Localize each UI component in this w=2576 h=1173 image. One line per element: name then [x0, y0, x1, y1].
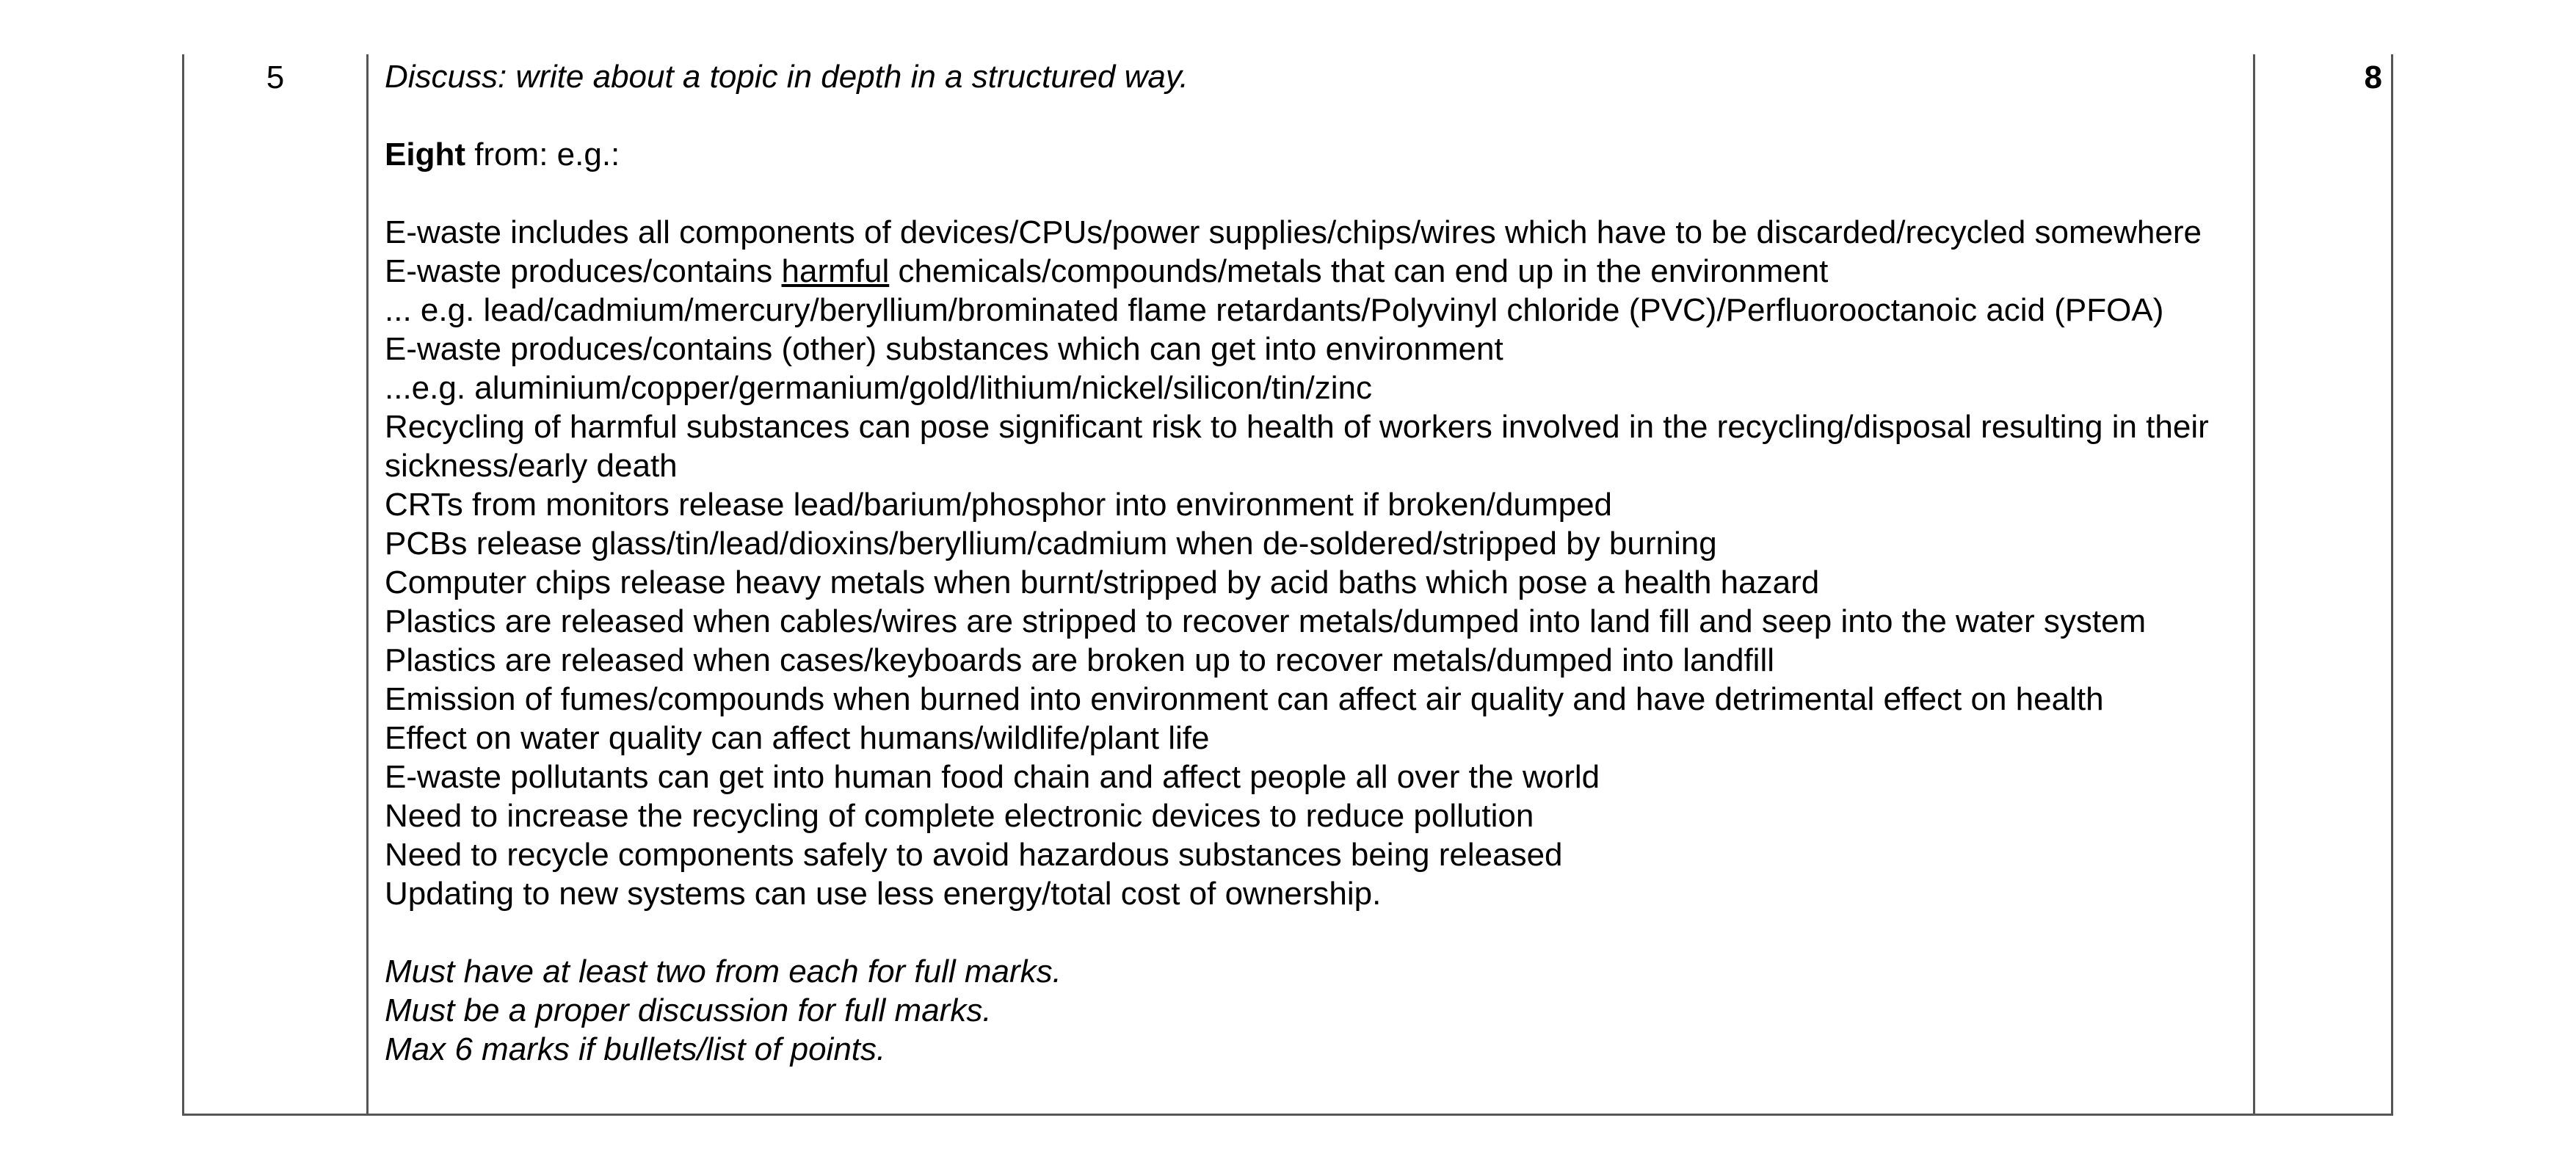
- instruction-text: Discuss: write about a topic in depth in a structured way.: [385, 59, 1189, 95]
- point-8: PCBs release glass/tin/lead/dioxins/beryllium/cadmium when de-soldered/stripped by burning: [385, 526, 1717, 562]
- point-2-post: chemicals/compounds/metals that can end up in the environment: [889, 253, 1829, 289]
- point-5: ...e.g. aluminium/copper/germanium/gold/lithium/nickel/silicon/tin/zinc: [385, 370, 1373, 406]
- point-14: E-waste pollutants can get into human food chain and affect people all over the world: [385, 759, 1600, 795]
- point-2: [385, 252, 2242, 291]
- point-6: Recycling of harmful substances can pose significant risk to health of workers involved in the recycling/disposal resulting in their sickness/early death: [385, 409, 2209, 484]
- point-2-underlined: harmful: [781, 253, 890, 289]
- spacer: [385, 174, 2242, 213]
- point-1: E-waste includes all components of devices/CPUs/power supplies/chips/wires which have to be discarded/recycled somewhere: [385, 214, 2202, 250]
- point-13: Effect on water quality can affect humans/wildlife/plant life: [385, 720, 1210, 756]
- note-2: Must be a proper discussion for full marks.: [385, 992, 992, 1028]
- intro-rest: from: e.g.:: [465, 137, 620, 172]
- mark-scheme-table: [182, 54, 2393, 1116]
- point-4: E-waste produces/contains (other) substances which can get into environment: [385, 331, 1503, 367]
- marks-cell: [2255, 57, 2391, 98]
- point-11: Plastics are released when cases/keyboards are broken up to recover metals/dumped into landfill: [385, 642, 1775, 678]
- point-10: Plastics are released when cables/wires are stripped to recover metals/dumped into land fill and seep into the water system: [385, 603, 2147, 639]
- point-15: Need to increase the recycling of complete electronic devices to reduce pollution: [385, 798, 1534, 834]
- note-3: Max 6 marks if bullets/list of points.: [385, 1031, 886, 1067]
- point-7: CRTs from monitors release lead/barium/phosphor into environment if broken/dumped: [385, 487, 1613, 523]
- column-divider-left: [366, 54, 369, 1114]
- note-1: Must have at least two from each for full marks.: [385, 954, 1062, 989]
- spacer: [385, 913, 2242, 952]
- spacer: [385, 96, 2242, 135]
- intro-line: [385, 135, 2242, 174]
- marks-value: 8: [2364, 59, 2382, 95]
- point-17: Updating to new systems can use less energy/total cost of ownership.: [385, 876, 1382, 912]
- point-3: ... e.g. lead/cadmium/mercury/beryllium/brominated flame retardants/Polyvinyl chloride (PVC)/Perfluorooctanoic acid (PFOA): [385, 292, 2164, 328]
- point-9: Computer chips release heavy metals when burnt/stripped by acid baths which pose a health hazard: [385, 564, 1820, 600]
- answer-content: [385, 57, 2242, 1069]
- question-number: 5: [266, 59, 285, 95]
- point-12: Emission of fumes/compounds when burned into environment can affect air quality and have detrimental effect on health: [385, 681, 2104, 717]
- point-2-pre: E-waste produces/contains: [385, 253, 782, 289]
- intro-bold: Eight: [385, 137, 465, 172]
- point-16: Need to recycle components safely to avoid hazardous substances being released: [385, 837, 1563, 873]
- column-divider-right: [2253, 54, 2255, 1114]
